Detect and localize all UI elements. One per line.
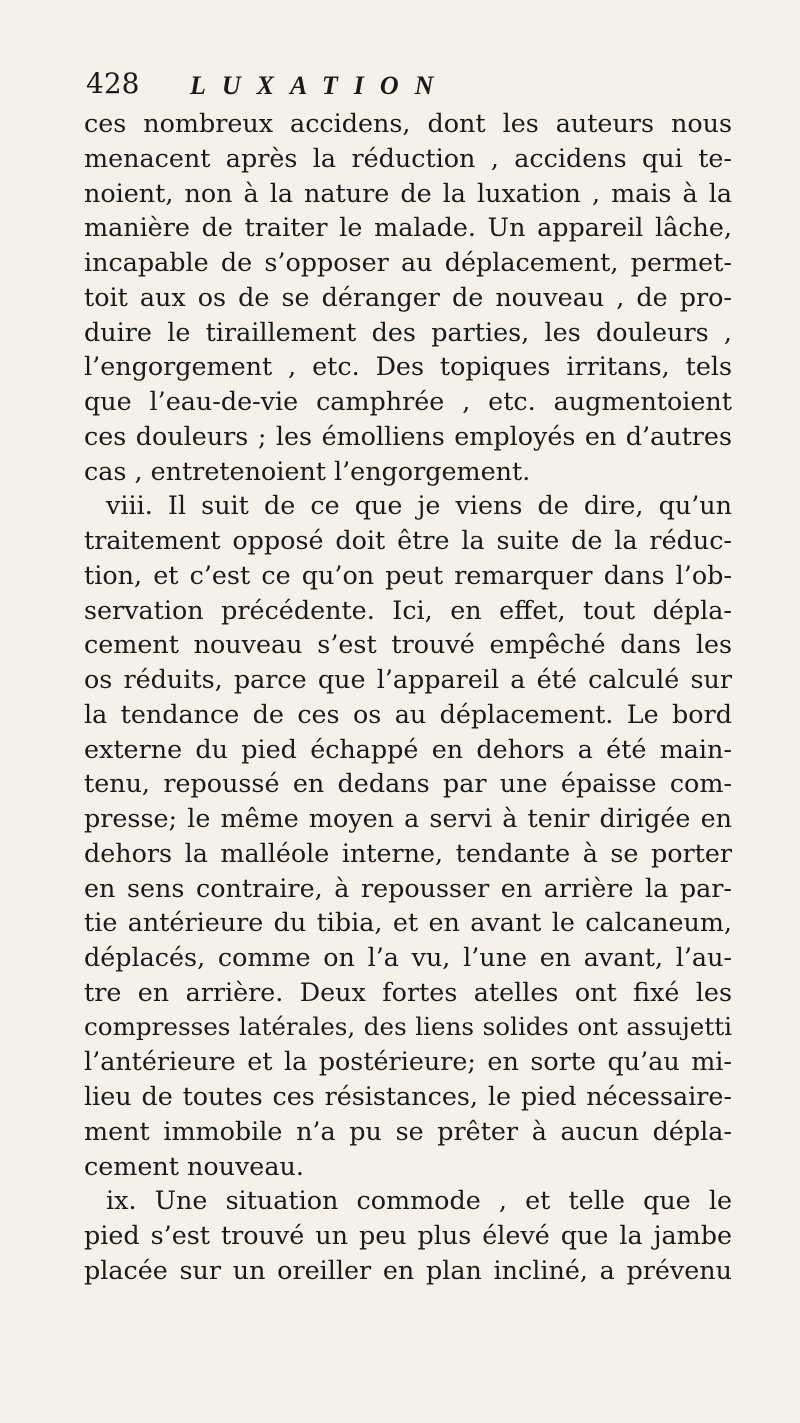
text-line: que l’eau-de-vie camphrée , etc. augmentoient [84,386,732,416]
text-line: traitement opposé doit être la suite de la réduc- [84,525,732,555]
text-line: menacent après la réduction , accidens qui te- [84,142,732,173]
text-line: ces nombreux accidens, dont les auteurs nous [84,108,732,138]
text-line: l’antérieure et la postérieure; en sorte qu’au mi- [84,1046,732,1077]
text-line: cement nouveau. [84,1150,304,1181]
body-text [84,106,732,1288]
text-line: externe du pied échappé en dehors a été main- [84,733,732,764]
text-line: cement nouveau s’est trouvé empêché dans les [84,629,732,660]
text-line: placée sur un oreiller en plan incliné, a prévenu [84,1254,732,1285]
text-line: toit aux os de se déranger de nouveau , de pro- [84,281,732,312]
text-line: servation précédente. Ici, en effet, tout dépla- [84,594,732,625]
text-line: tre en arrière. Deux fortes atelles ont fixé les [84,976,732,1007]
text-line: la tendance de ces os au déplacement. Le bord [84,698,732,729]
text-line: dehors la malléole interne, tendante à se porter [84,837,732,868]
text-line: incapable de s’opposer au déplacement, permet- [84,247,732,277]
text-line: noient, non à la nature de la luxation , mais à la [84,177,732,208]
text-line: lieu de toutes ces résistances, le pied nécessaire- [84,1081,732,1111]
text-line: pied s’est trouvé un peu plus élevé que la jambe [84,1220,732,1250]
text-line: en sens contraire, à repousser en arrière la par- [84,872,732,903]
text-line: tie antérieure du tibia, et en avant le calcaneum, [84,907,732,938]
text-line: manière de traiter le malade. Un appareil lâche, [84,212,732,243]
section-start-line: ix. Une situation commode , et telle que le [106,1185,732,1216]
text-line: presse; le même moyen a servi à tenir dirigée en [84,803,732,833]
section-start-line: viii. Il suit de ce que je viens de dire, qu’un [106,490,732,521]
text-line: compresses latérales, des liens solides ont assujetti [84,1011,732,1041]
text-line: l’engorgement , etc. Des topiques irritans, tels [84,351,732,382]
text-line: ment immobile n’a pu se prêter à aucun dépla- [84,1115,732,1146]
text-line: tion, et c’est ce qu’on peut remarquer dans l’ob- [84,559,732,590]
running-title: LUXATION [190,71,450,100]
text-line: déplacés, comme on l’a vu, l’une en avant, l’au- [84,942,732,972]
text-line: duire le tiraillement des parties, les douleurs , [84,316,732,347]
page-number: 428 [86,67,140,100]
text-line: cas , entretenoient l’engorgement. [84,455,531,486]
text-line: tenu, repoussé en dedans par une épaisse com- [84,768,732,799]
running-head [86,66,706,106]
text-line: os réduits, parce que l’appareil a été calculé sur [84,664,732,694]
text-line: ces douleurs ; les émolliens employés en d’autres [84,420,732,451]
